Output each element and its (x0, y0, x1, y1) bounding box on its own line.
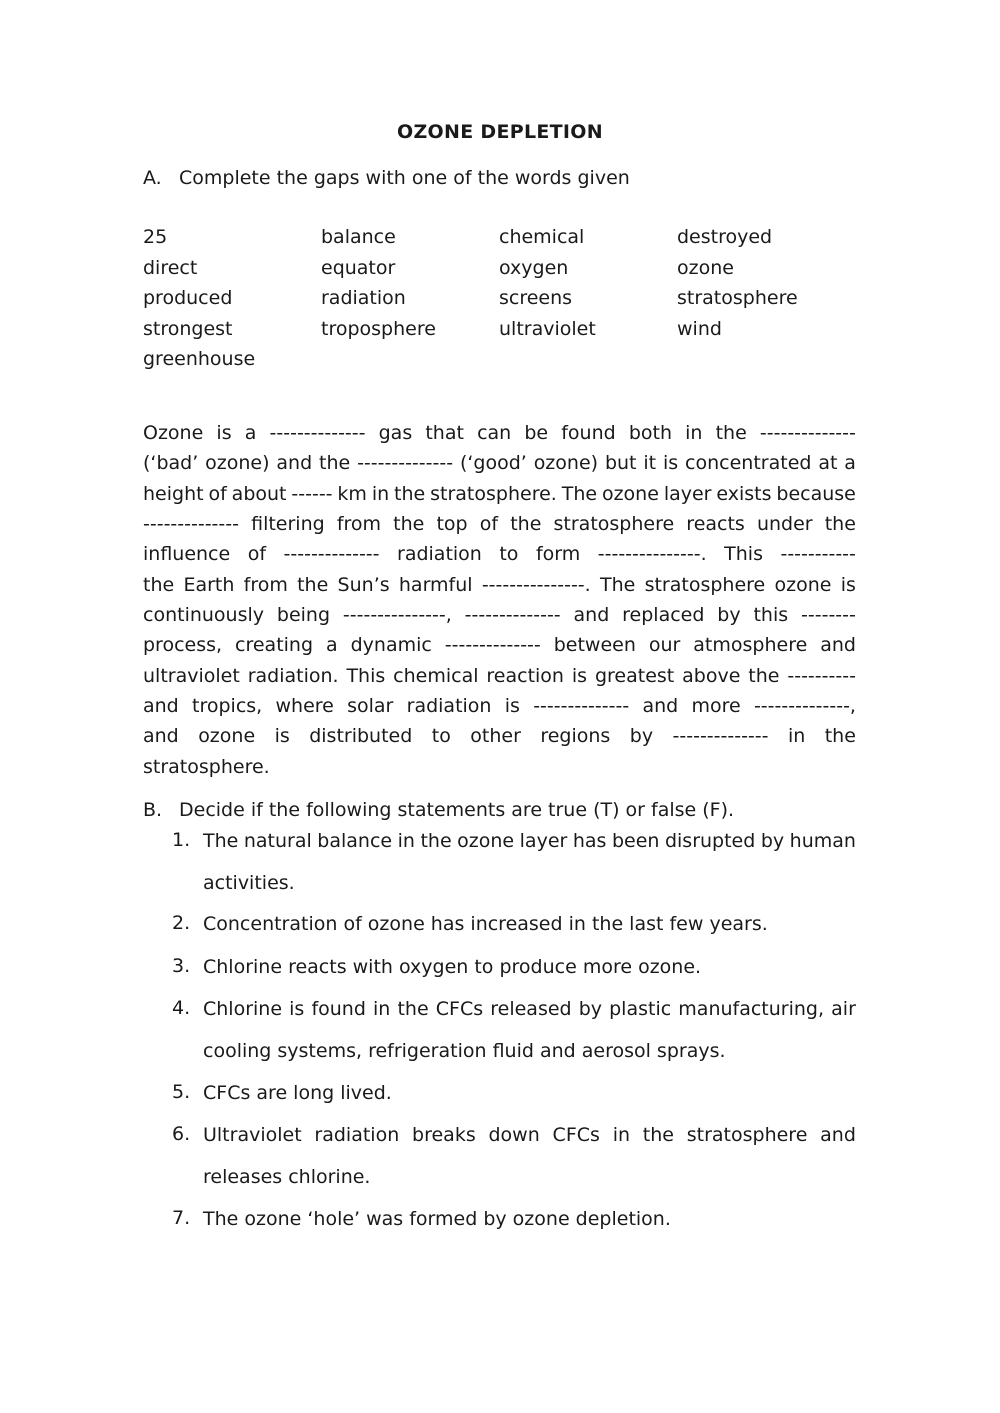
word-bank-word: chemical (499, 226, 585, 248)
passage-word: in (371, 482, 390, 505)
statement-text: Chlorine (203, 998, 283, 1020)
statement-line (203, 955, 856, 979)
passage-word: replaced (622, 604, 705, 627)
page-title: OZONE DEPLETION (397, 121, 603, 143)
passage-word: by (629, 725, 654, 748)
word-bank-word: ultraviolet (499, 317, 596, 340)
passage-word: distributed (309, 725, 413, 748)
passage-word: in (787, 725, 806, 748)
passage-line (143, 509, 856, 539)
statement-text: The (203, 830, 239, 852)
passage-word: reaction (486, 664, 564, 687)
passage-word: and (820, 634, 856, 657)
statement-text: the (642, 1124, 674, 1146)
passage-word: the (319, 452, 351, 475)
passage-word: The (599, 573, 636, 596)
statement-line (203, 871, 856, 895)
statement-text: stratosphere (686, 1124, 808, 1146)
statement-line (203, 1039, 856, 1063)
passage-word: atmosphere (693, 634, 808, 657)
passage-word: other (470, 725, 521, 748)
passage-word: above (682, 664, 741, 687)
passage-word: radiation. (247, 664, 339, 687)
statement-text: ozone (457, 830, 515, 852)
word-bank-row (143, 347, 863, 378)
passage-gap: -------------- (464, 604, 561, 627)
passage-word: the (510, 513, 542, 536)
passage-word: is (274, 725, 290, 748)
passage-word: radiation (397, 543, 482, 566)
passage-line (143, 570, 856, 600)
statement-line (203, 997, 856, 1021)
passage-word: solar (347, 695, 394, 718)
passage-word: our (648, 634, 681, 657)
statement-line (203, 1081, 856, 1105)
statement-text: by (578, 998, 603, 1020)
passage-word: it (643, 452, 657, 475)
passage-word: stratosphere (553, 513, 675, 536)
statement-text: manufacturing, (678, 998, 825, 1020)
section-a-instruction: Complete the gaps with one of the words given (179, 167, 630, 189)
section-a-letter: A. (143, 167, 162, 189)
statement-line (203, 912, 856, 936)
passage-word: the (824, 725, 856, 748)
passage-word: tropics, (192, 695, 263, 718)
passage-word: continuously (143, 604, 265, 627)
statement-text: Chlorine reacts with oxygen to produce more ozone. (203, 956, 702, 978)
passage-word: and (143, 725, 179, 748)
passage-word: the (394, 482, 426, 505)
section-b-instruction: Decide if the following statements are true (T) or false (F). (179, 799, 735, 821)
statement-number: 2. (172, 912, 191, 934)
statement-number: 4. (172, 997, 191, 1019)
passage-gap: --------------, (753, 695, 856, 718)
passage-line (143, 661, 856, 691)
passage-word: can (477, 422, 512, 444)
passage-gap: ---------------. (481, 573, 591, 596)
statement-text: radiation (314, 1124, 400, 1146)
word-bank-word: greenhouse (143, 348, 256, 370)
word-bank-word: balance (321, 226, 396, 248)
passage-word: Earth (183, 573, 235, 596)
statement-number: 3. (172, 955, 191, 977)
passage-word: be (524, 422, 549, 444)
passage-line (143, 479, 856, 509)
passage-word: of (247, 543, 267, 566)
word-bank-word: wind (677, 317, 722, 340)
passage-word: regions (540, 725, 611, 748)
passage-word: This (346, 664, 386, 687)
passage-word: greatest (594, 664, 675, 687)
statement-text: Ultraviolet (203, 1124, 302, 1146)
statement-text: CFCs are long lived. (203, 1082, 392, 1104)
passage-word: stratosphere (644, 573, 766, 596)
passage-word: is (662, 452, 679, 475)
passage-word: Sun’s (337, 573, 390, 596)
statement-text: activities. (203, 872, 295, 894)
statement-text: the (397, 998, 429, 1020)
word-bank-word: strongest (143, 317, 233, 340)
word-bank-row (143, 286, 863, 317)
passage-word: found (561, 422, 616, 444)
passage-word: gas (378, 422, 413, 444)
statement-text: Concentration of ozone has increased in the last few years. (203, 913, 768, 935)
passage-word: (‘good’ (459, 452, 527, 475)
passage-word: because (776, 482, 856, 505)
statement-text: by (760, 830, 785, 852)
statement-line (203, 1207, 856, 1231)
passage-word: but (604, 452, 637, 475)
passage-word: that (425, 422, 464, 444)
passage-word: and (642, 695, 679, 718)
word-bank-word: oxygen (499, 256, 569, 279)
statement-text: balance (317, 830, 393, 852)
passage-gap: ---------- (787, 664, 856, 687)
passage-word: dynamic (350, 634, 432, 657)
passage-word: stratosphere. (143, 755, 270, 778)
passage-line (143, 418, 856, 448)
passage-gap: -------------- (143, 513, 239, 536)
passage-word: concentrated (685, 452, 812, 475)
statement-text: air (831, 998, 856, 1020)
passage-gap: -------------- (444, 634, 541, 657)
passage-word: ozone (198, 725, 256, 748)
word-bank-word: radiation (321, 287, 406, 309)
passage-gap: -------------- (759, 422, 856, 444)
statement-text: the (420, 830, 452, 852)
passage-word: is (571, 664, 588, 687)
passage-gap: ---------------, (342, 604, 452, 627)
passage-word: about (231, 482, 287, 505)
passage-word: between (553, 634, 636, 657)
passage-word: both (628, 422, 672, 444)
section-b-letter: B. (143, 799, 163, 821)
statement-text: in (397, 830, 415, 852)
passage-gap: ------ (291, 482, 333, 505)
passage-word: form (535, 543, 581, 566)
statement-line (203, 829, 856, 853)
word-bank-word: destroyed (677, 226, 773, 248)
statement-text: plastic (609, 998, 672, 1020)
statement-text: been (611, 830, 660, 852)
passage-line (143, 539, 856, 569)
passage-word: from (243, 573, 288, 596)
passage-word: to (431, 725, 451, 748)
passage-word: top (436, 513, 468, 536)
passage-word: a (844, 452, 856, 475)
passage-word: of (208, 482, 227, 505)
passage-word: and (276, 452, 313, 475)
word-bank-row (143, 225, 863, 256)
passage-gap: -------- (801, 604, 856, 627)
passage-word: ozone) (533, 452, 599, 475)
passage-word: layer (663, 482, 712, 505)
section-b-heading (143, 798, 734, 822)
passage-word: under (756, 513, 813, 536)
passage-word: to (499, 543, 519, 566)
word-bank-word: 25 (143, 226, 168, 248)
passage-word: the (393, 513, 425, 536)
passage-word: ozone (774, 573, 832, 596)
passage-line (143, 752, 856, 782)
statement-text: natural (243, 830, 312, 852)
word-bank-word: screens (499, 287, 573, 309)
passage-word: The (561, 482, 598, 505)
passage-word: harmful (398, 573, 473, 596)
passage-word: where (275, 695, 334, 718)
statement-text: human (789, 830, 856, 852)
word-bank-word: ozone (677, 256, 734, 279)
passage-word: from (336, 513, 382, 536)
section-a-heading (143, 166, 630, 190)
passage-word: exists (716, 482, 772, 505)
passage-word: and (573, 604, 610, 627)
statement-text: CFCs (552, 1124, 600, 1146)
passage-word: more (691, 695, 741, 718)
statement-text: down (488, 1124, 540, 1146)
passage-word: ozone) (205, 452, 270, 475)
passage-word: at (818, 452, 838, 475)
gap-fill-passage (143, 418, 856, 782)
passage-line (143, 600, 856, 630)
passage-word: this (753, 604, 789, 627)
passage-word: (‘bad’ (143, 452, 199, 475)
passage-word: ultraviolet (143, 664, 240, 687)
passage-line (143, 448, 856, 478)
passage-word: the (715, 422, 747, 444)
passage-word: the (297, 573, 329, 596)
passage-word: the (143, 573, 175, 596)
passage-line (143, 630, 856, 660)
statement-text: released (490, 998, 572, 1020)
passage-line (143, 691, 856, 721)
statement-text: The ozone ‘hole’ was formed by ozone depletion. (203, 1208, 671, 1230)
statement-number: 5. (172, 1081, 191, 1103)
statement-number: 7. (172, 1207, 191, 1229)
passage-word: process, (143, 634, 223, 657)
statement-line (203, 1123, 856, 1147)
word-bank (143, 225, 863, 378)
passage-word: stratosphere. (430, 482, 557, 505)
passage-word: the (824, 513, 856, 536)
passage-word: Ozone (143, 422, 204, 444)
statement-text: has (572, 830, 607, 852)
passage-word: This (724, 543, 763, 566)
word-bank-word: stratosphere (677, 287, 798, 309)
statement-number: 6. (172, 1123, 191, 1145)
passage-word: is (216, 422, 232, 444)
passage-word: reacts (686, 513, 745, 536)
passage-word: ozone (601, 482, 659, 505)
passage-word: creating (235, 634, 314, 657)
passage-word: of (479, 513, 499, 536)
statement-text: breaks (412, 1124, 476, 1146)
passage-gap: -------------- (283, 543, 380, 566)
word-bank-word: direct (143, 256, 198, 279)
passage-gap: ----------- (780, 543, 856, 566)
passage-gap: ---------------. (597, 543, 707, 566)
passage-gap: -------------- (357, 452, 454, 475)
passage-word: km (337, 482, 367, 505)
passage-word: a (325, 634, 338, 657)
passage-word: by (717, 604, 741, 627)
passage-word: being (276, 604, 331, 627)
statement-text: and (820, 1124, 856, 1146)
statement-text: found (311, 998, 366, 1020)
word-bank-row (143, 256, 863, 287)
passage-word: influence (143, 543, 231, 566)
statement-line (203, 1165, 856, 1189)
statement-text: disrupted (664, 830, 756, 852)
passage-line (143, 721, 856, 751)
passage-gap: -------------- (672, 725, 769, 748)
statement-text: cooling systems, refrigeration fluid and aerosol sprays. (203, 1040, 726, 1062)
passage-gap: -------------- (533, 695, 630, 718)
statement-text: releases chlorine. (203, 1166, 371, 1188)
word-bank-row (143, 317, 863, 348)
passage-word: height (143, 482, 204, 505)
statement-text: CFCs (435, 998, 484, 1020)
word-bank-word: produced (143, 287, 233, 309)
passage-word: a (244, 422, 257, 444)
passage-word: is (840, 573, 856, 596)
passage-word: filtering (251, 513, 325, 536)
passage-gap: -------------- (269, 422, 366, 444)
statement-number: 1. (172, 829, 191, 851)
passage-word: radiation (406, 695, 492, 718)
statement-text: layer (519, 830, 568, 852)
passage-word: is (504, 695, 520, 718)
passage-word: and (143, 695, 179, 718)
passage-word: the (748, 664, 780, 687)
passage-word: chemical (393, 664, 479, 687)
word-bank-word: troposphere (321, 317, 436, 340)
statement-text: in (373, 998, 391, 1020)
statement-text: is (289, 998, 305, 1020)
word-bank-word: equator (321, 256, 396, 279)
statement-text: in (612, 1124, 631, 1146)
passage-word: in (685, 422, 703, 444)
